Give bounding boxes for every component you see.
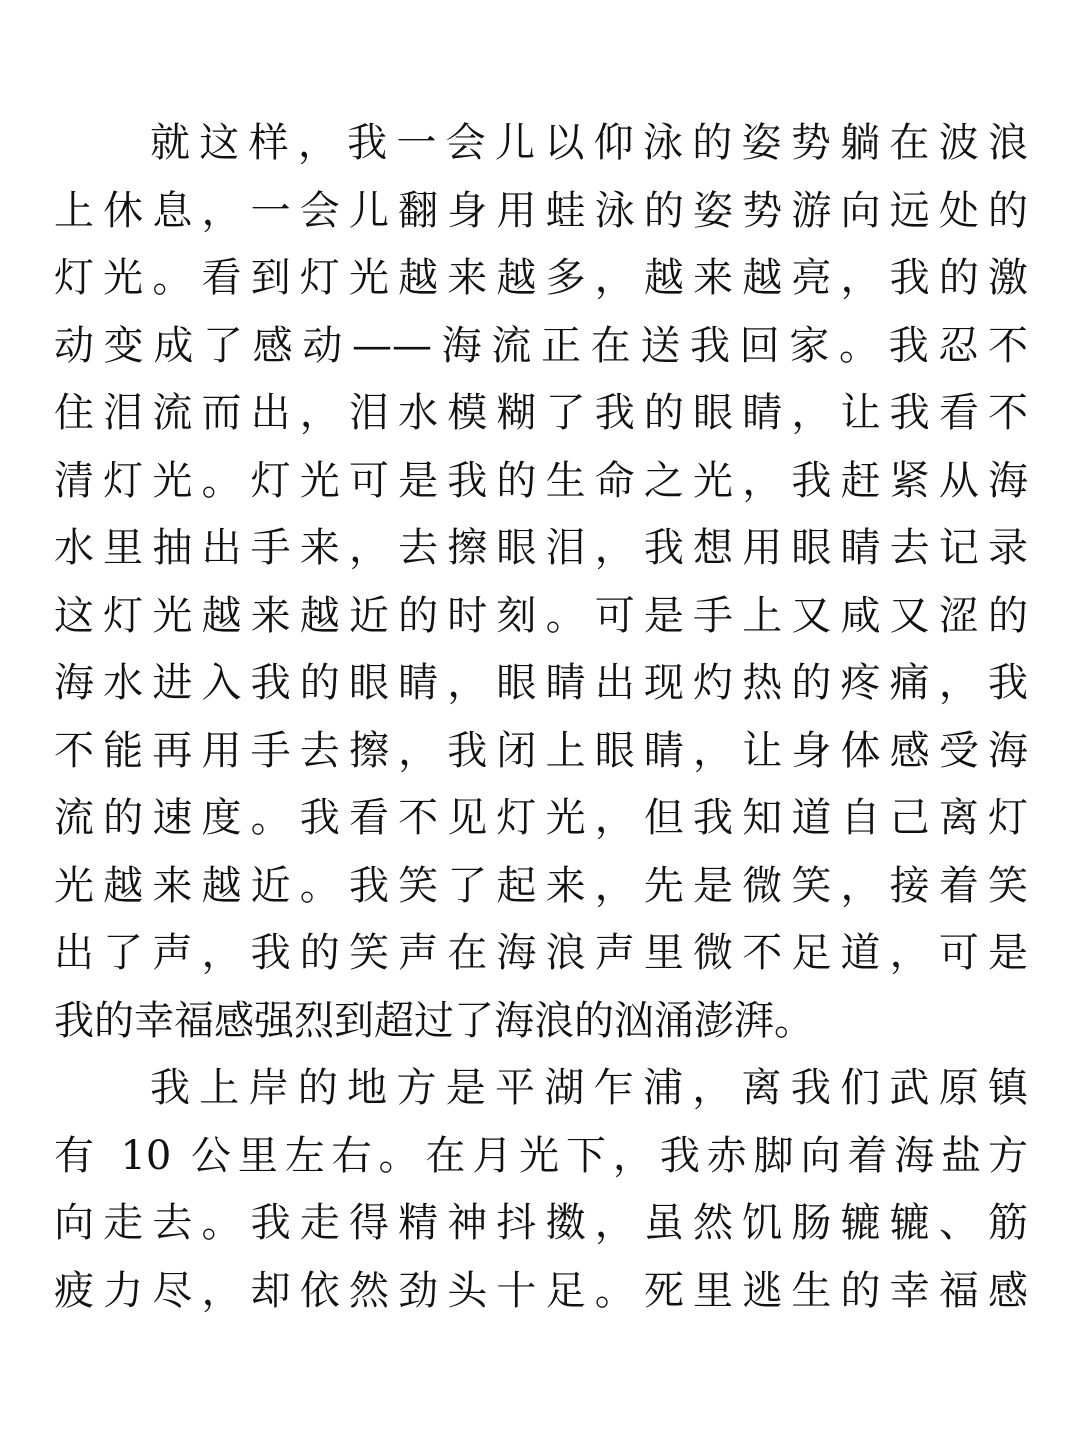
text-line: 上休息，一会儿翻身用蛙泳的姿势游向远处的 [54, 187, 1028, 234]
text-line: 出了声，我的笑声在海浪声里微不足道，可是 [54, 930, 1028, 976]
text-line: 就这样，我一会儿以仰泳的姿势躺在波浪 [150, 120, 1028, 166]
text-line: 这灯光越来越近的时刻。可是手上又咸又涩的 [54, 592, 1028, 639]
text-line: 流的速度。我看不见灯光，但我知道自己离灯 [54, 795, 1028, 841]
text-line: 住泪流而出，泪水模糊了我的眼睛，让我看不 [54, 390, 1028, 436]
text-line: 光越来越近。我笑了起来，先是微笑，接着笑 [54, 862, 1028, 909]
text-line: 海水进入我的眼睛，眼睛出现灼热的疼痛，我 [54, 660, 1028, 706]
text-line: 疲力尽，却依然劲头十足。死里逃生的幸福感 [54, 1267, 1028, 1314]
text-line: 灯光。看到灯光越来越多，越来越亮，我的激 [54, 255, 1028, 301]
text-line: 动变成了感动——海流正在送我回家。我忍不 [54, 322, 1028, 369]
text-line: 水里抽出手来，去擦眼泪，我想用眼睛去记录 [54, 525, 1028, 571]
paragraph-1 [54, 110, 1028, 1055]
text-line: 向走去。我走得精神抖擞，虽然饥肠辘辘、筋 [54, 1200, 1028, 1246]
text-line: 不能再用手去擦，我闭上眼睛，让身体感受海 [54, 727, 1028, 774]
text-line: 清灯光。灯光可是我的生命之光，我赶紧从海 [54, 457, 1028, 504]
text-line: 有 10 公里左右。在月光下，我赤脚向着海盐方 [54, 1132, 1028, 1179]
text-line: 我上岸的地方是平湖乍浦，离我们武原镇 [150, 1065, 1028, 1111]
body-text [54, 110, 1028, 1325]
paragraph-2 [54, 1055, 1028, 1325]
text-line: 我的幸福感强烈到超过了海浪的汹涌澎湃。 [54, 997, 814, 1044]
